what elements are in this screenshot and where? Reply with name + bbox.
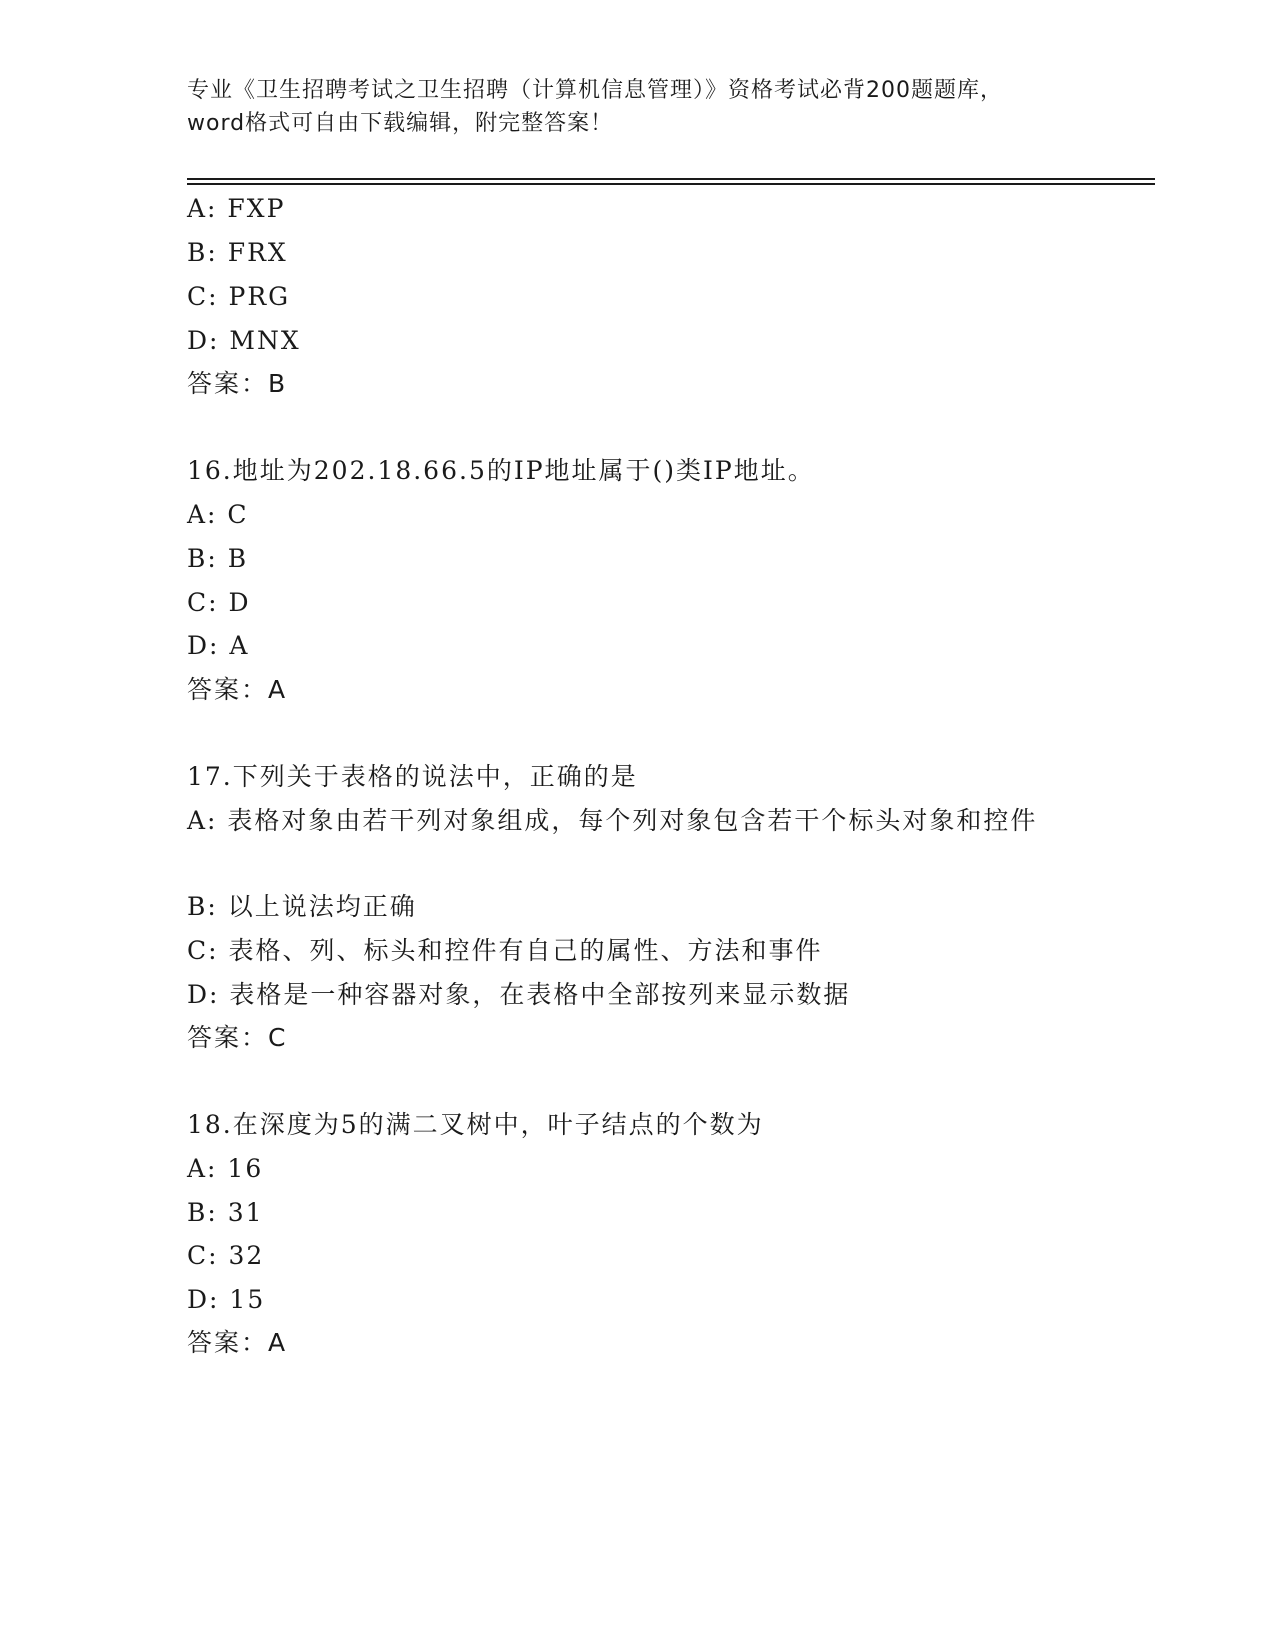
q15-option-c: C: PRG xyxy=(187,282,291,311)
document-header xyxy=(187,74,1087,140)
q17-question: 17.下列关于表格的说法中，正确的是 xyxy=(187,762,638,791)
header-line-2: word格式可自由下载编辑，附完整答案！ xyxy=(187,111,614,136)
q15-option-a: A: FXP xyxy=(187,194,286,223)
q16-option-a: A: C xyxy=(187,500,249,529)
header-divider-bottom xyxy=(187,183,1155,185)
q17-option-c: C: 表格、列、标头和控件有自己的属性、方法和事件 xyxy=(187,936,823,965)
q18-option-c: C: 32 xyxy=(187,1241,265,1270)
q17-answer: 答案：C xyxy=(187,1023,288,1052)
q16-question: 16.地址为202.18.66.5的IP地址属于()类IP地址。 xyxy=(187,456,815,485)
q16-option-d: D: A xyxy=(187,631,250,660)
q17-option-a: A: 表格对象由若干列对象组成，每个列对象包含若干个标头对象和控件 xyxy=(187,806,1038,835)
q18-option-b: B: 31 xyxy=(187,1198,264,1227)
header-divider-top xyxy=(187,178,1155,180)
header-line-1: 专业《卫生招聘考试之卫生招聘（计算机信息管理）》资格考试必背200题题库， xyxy=(187,78,1003,103)
q17-option-b: B: 以上说法均正确 xyxy=(187,892,417,921)
q16-option-c: C: D xyxy=(187,588,251,617)
q16-option-b: B: B xyxy=(187,544,249,573)
q15-answer: 答案：B xyxy=(187,369,288,398)
q16-answer: 答案：A xyxy=(187,675,288,704)
q15-option-b: B: FRX xyxy=(187,238,288,267)
q18-question: 18.在深度为5的满二叉树中，叶子结点的个数为 xyxy=(187,1110,764,1139)
q15-option-d: D: MNX xyxy=(187,326,301,355)
q18-answer: 答案：A xyxy=(187,1328,288,1357)
q18-option-a: A: 16 xyxy=(187,1154,264,1183)
q17-option-d: D: 表格是一种容器对象，在表格中全部按列来显示数据 xyxy=(187,980,851,1009)
q18-option-d: D: 15 xyxy=(187,1285,266,1314)
